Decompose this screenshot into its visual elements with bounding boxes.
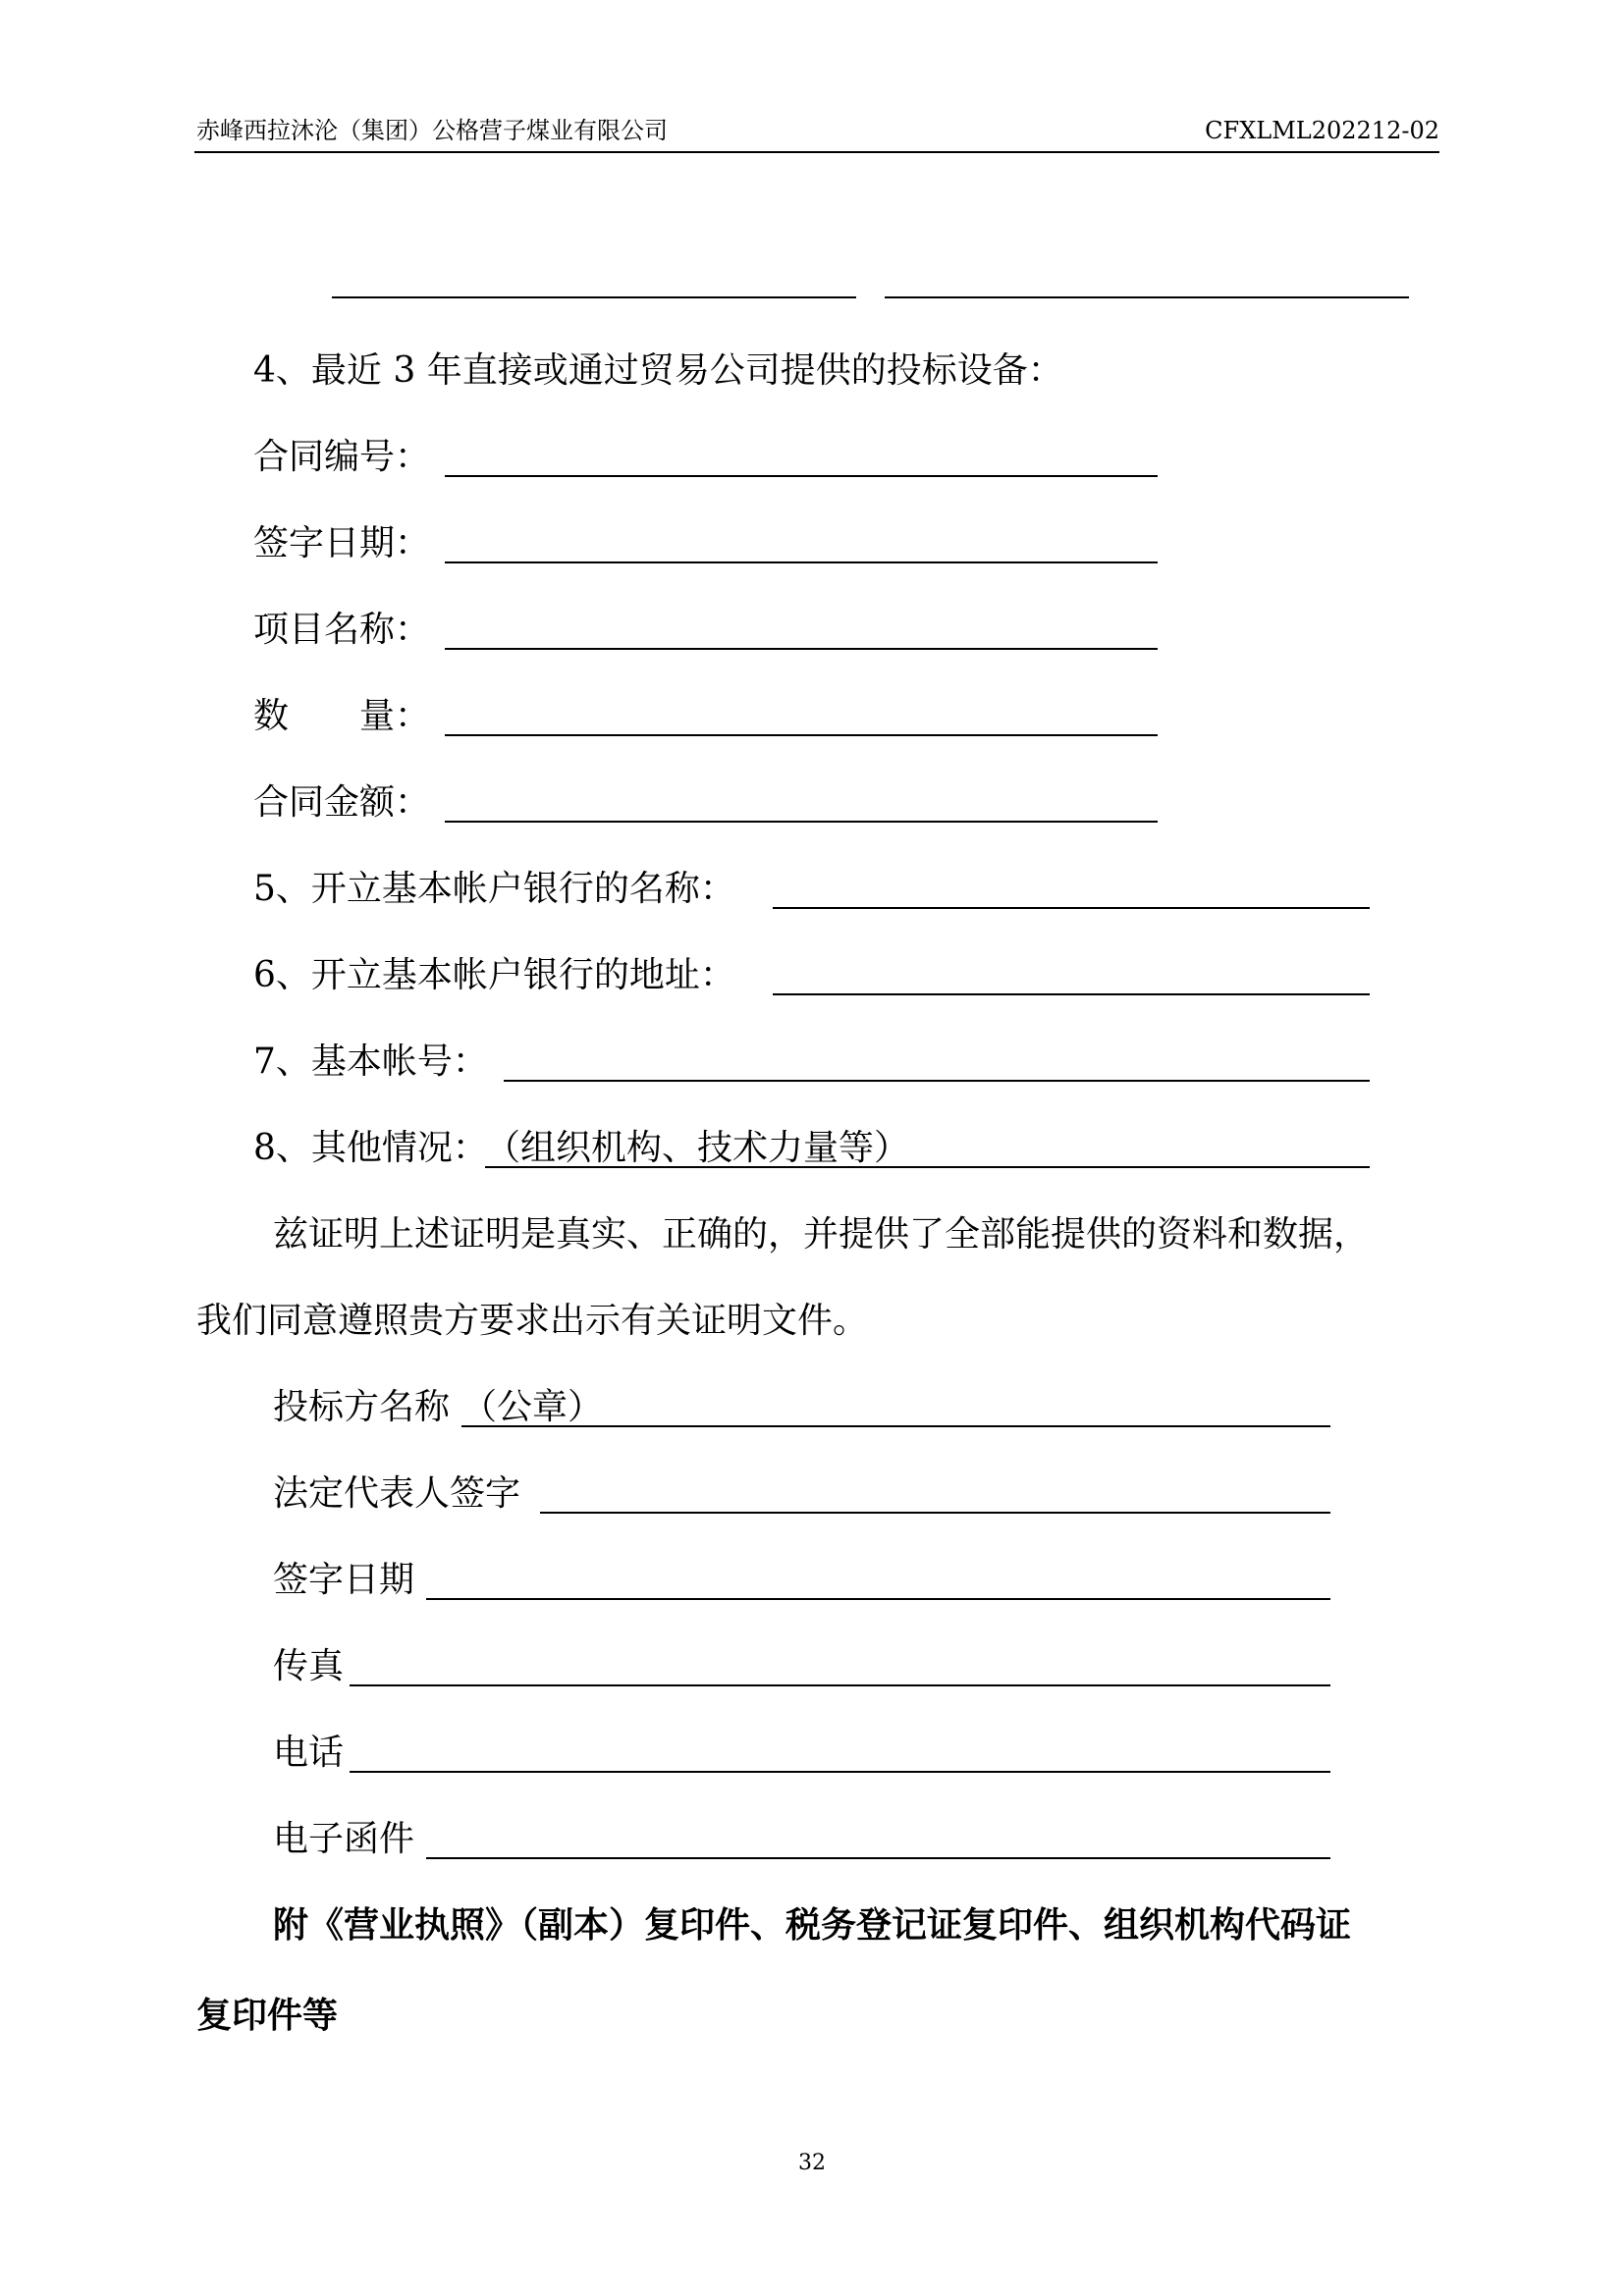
item7-label: 7、基本帐号： bbox=[253, 1041, 488, 1082]
page-number: 32 bbox=[798, 2151, 826, 2175]
field-sign-date-label: 签字日期： bbox=[253, 523, 431, 563]
legal-rep-signature-line[interactable] bbox=[540, 1512, 1330, 1514]
field-sign-date-line[interactable] bbox=[445, 561, 1158, 563]
field-project-name-line[interactable] bbox=[445, 648, 1158, 650]
blank-line-top-left bbox=[332, 296, 856, 298]
blank-line-top-right bbox=[885, 296, 1409, 298]
signature-date-label: 签字日期 bbox=[273, 1560, 415, 1600]
header-document-code: CFXLML202212-02 bbox=[1205, 117, 1439, 144]
bidder-name-label: 投标方名称 bbox=[273, 1387, 451, 1427]
item6-label: 6、开立基本帐户银行的地址： bbox=[253, 955, 735, 995]
declaration-line-2: 我们同意遵照贵方要求出示有关证明文件。 bbox=[196, 1301, 869, 1341]
bidder-name-line[interactable] bbox=[461, 1425, 1330, 1427]
fax-label: 传真 bbox=[273, 1646, 345, 1686]
attachment-line-2: 复印件等 bbox=[196, 1996, 339, 2036]
item5-line[interactable] bbox=[773, 907, 1370, 909]
field-contract-number-line[interactable] bbox=[445, 475, 1158, 477]
item5-label: 5、开立基本帐户银行的名称： bbox=[253, 869, 735, 909]
phone-line[interactable] bbox=[350, 1771, 1330, 1773]
declaration-line-1: 兹证明上述证明是真实、正确的，并提供了全部能提供的资料和数据， bbox=[273, 1214, 1370, 1255]
field-contract-amount-line[interactable] bbox=[445, 821, 1158, 823]
fax-line[interactable] bbox=[350, 1684, 1330, 1686]
legal-rep-signature-label: 法定代表人签字 bbox=[273, 1473, 521, 1514]
field-quantity-line[interactable] bbox=[445, 734, 1158, 736]
email-line[interactable] bbox=[426, 1857, 1330, 1859]
item6-line[interactable] bbox=[773, 993, 1370, 995]
item8-hint: （组织机构、技术力量等） bbox=[485, 1128, 910, 1168]
item8-label: 8、其他情况： bbox=[253, 1128, 488, 1168]
item7-line[interactable] bbox=[504, 1080, 1370, 1082]
header-rule bbox=[194, 151, 1439, 153]
header-company: 赤峰西拉沐沦（集团）公格营子煤业有限公司 bbox=[196, 117, 668, 144]
signature-date-line[interactable] bbox=[426, 1598, 1330, 1600]
item4-title: 4、最近 3 年直接或通过贸易公司提供的投标设备： bbox=[253, 350, 1063, 391]
field-project-name-label: 项目名称： bbox=[253, 610, 431, 650]
item8-line[interactable] bbox=[485, 1166, 1370, 1168]
phone-label: 电话 bbox=[273, 1733, 345, 1773]
bidder-seal-hint: （公章） bbox=[461, 1387, 604, 1427]
field-quantity-label: 数 量： bbox=[253, 696, 431, 736]
field-contract-number-label: 合同编号： bbox=[253, 437, 431, 477]
attachment-line-1: 附《营业执照》（副本）复印件、税务登记证复印件、组织机构代码证 bbox=[273, 1905, 1352, 1946]
field-contract-amount-label: 合同金额： bbox=[253, 782, 431, 823]
email-label: 电子函件 bbox=[273, 1819, 415, 1859]
